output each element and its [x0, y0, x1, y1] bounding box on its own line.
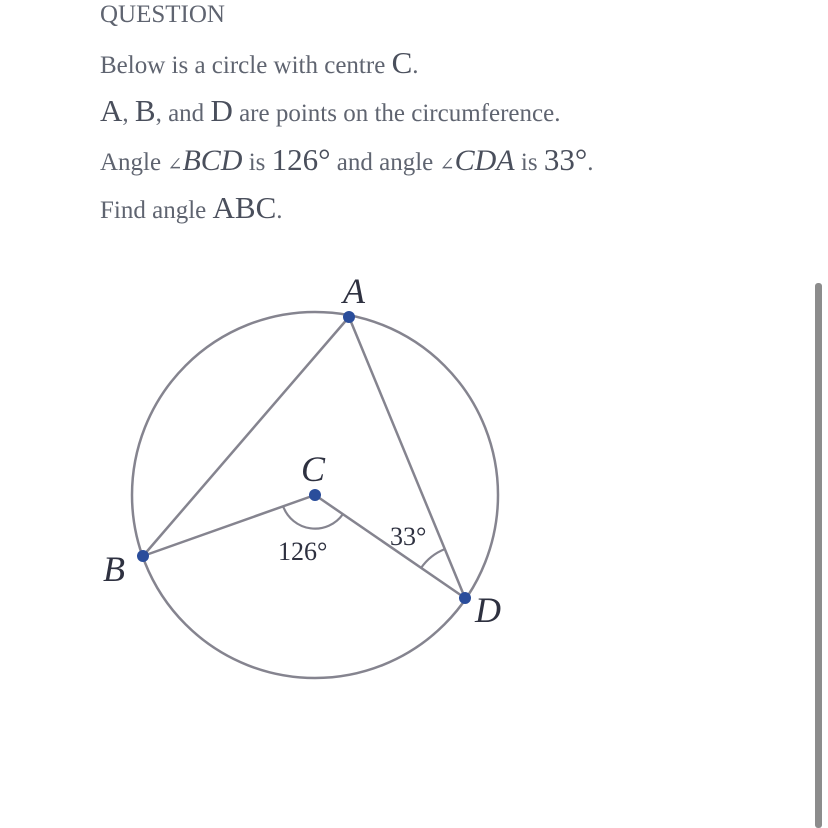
- angle2-name: CDA: [454, 144, 515, 177]
- label-a: A: [343, 271, 365, 311]
- angle1-name: BCD: [182, 144, 243, 177]
- question-heading: QUESTION: [100, 1, 225, 28]
- point-b-text: B: [134, 93, 156, 128]
- line3-is2: is: [514, 149, 544, 176]
- point-d: [459, 592, 471, 604]
- angle1-value: 126°: [271, 142, 331, 177]
- label-c: C: [301, 449, 326, 489]
- point-b: [137, 550, 149, 562]
- point-a-text: A: [100, 93, 123, 128]
- line2-mid: , and: [155, 100, 211, 127]
- line3-is1: is: [242, 149, 272, 176]
- angle-symbol-2: ∠: [439, 154, 455, 174]
- line2-sep1: ,: [122, 100, 135, 127]
- line3-pre: Angle: [100, 149, 168, 176]
- target-angle: ABC: [212, 190, 277, 225]
- angle-symbol-1: ∠: [167, 154, 183, 174]
- centre-label: C: [391, 45, 413, 80]
- line3-mid: and angle: [330, 149, 440, 176]
- label-d: D: [475, 590, 501, 630]
- line3-post: .: [587, 149, 594, 176]
- angle-label-bcd: 126°: [278, 537, 328, 566]
- point-c: [309, 489, 321, 501]
- angle-arc-cda: [421, 549, 445, 568]
- label-b: B: [103, 549, 125, 589]
- line4-post: .: [276, 197, 283, 224]
- angle-label-cda: 33°: [390, 522, 427, 551]
- angle2-value: 33°: [543, 142, 588, 177]
- line1-post: .: [412, 52, 419, 79]
- segment-ad: [349, 317, 465, 598]
- point-a: [343, 311, 355, 323]
- point-d-text: D: [210, 93, 233, 128]
- vertical-scrollbar[interactable]: [815, 283, 822, 828]
- line2-post: are points on the circumference.: [232, 100, 561, 127]
- line1-pre: Below is a circle with centre: [100, 52, 392, 79]
- line4-pre: Find angle: [100, 197, 213, 224]
